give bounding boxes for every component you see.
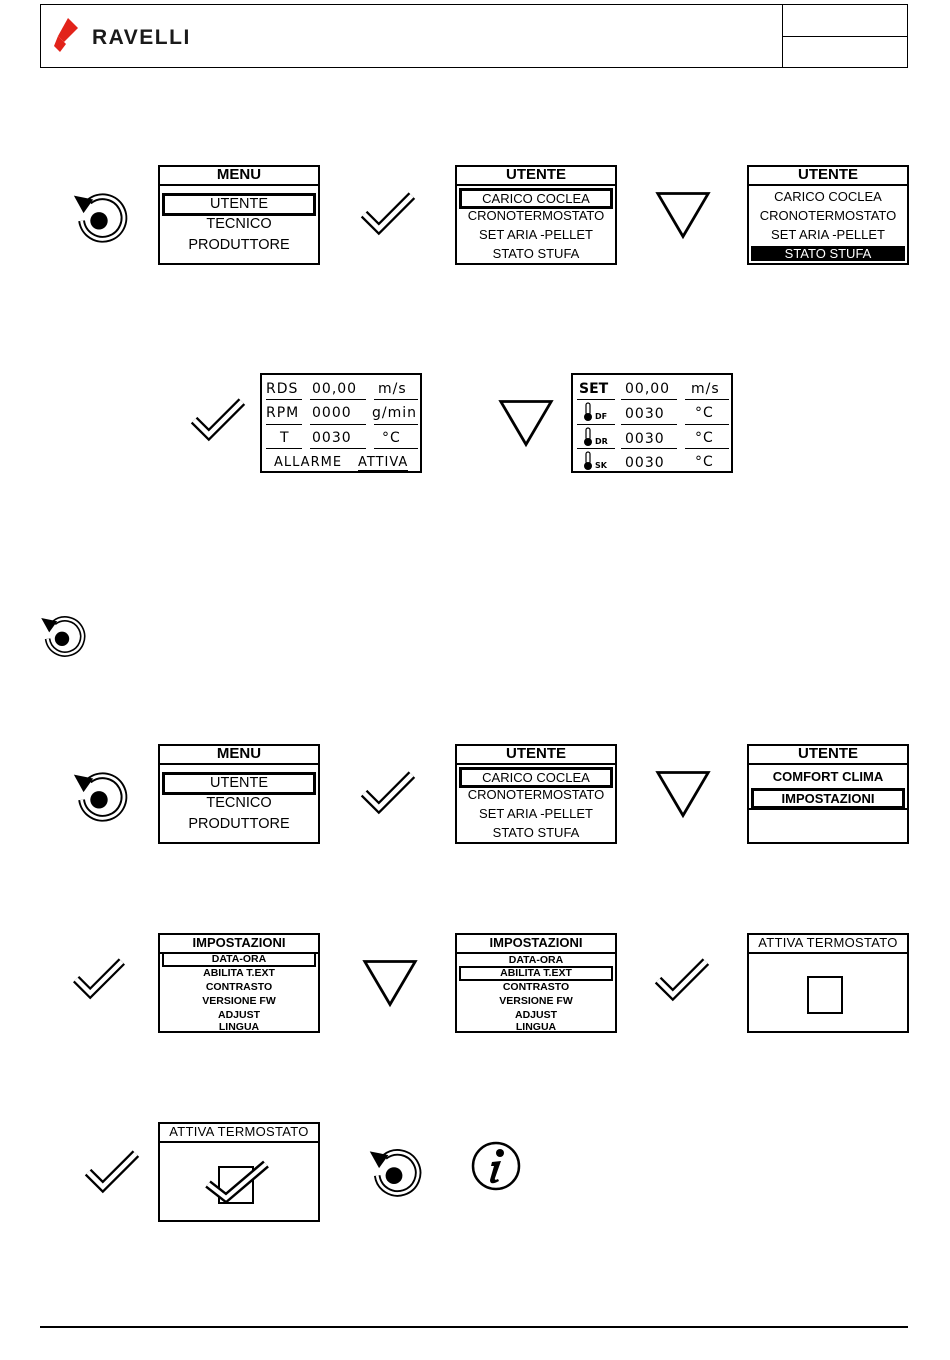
alarm-value: ATTIVA	[358, 455, 409, 470]
down-triangle-icon	[655, 769, 711, 819]
imp-item-data-ora: DATA-ORA	[508, 954, 564, 966]
imp-item-abilita-text: ABILITA T.EXT	[459, 966, 613, 981]
down-triangle-icon	[498, 398, 554, 448]
screen-title: UTENTE	[457, 167, 615, 186]
value-dr: 0030	[625, 431, 665, 447]
utente-item-comfort-clima: COMFORT CLIMA	[772, 769, 884, 784]
menu-item-produttore: PRODUTTORE	[188, 816, 290, 832]
screen-title: UTENTE	[749, 746, 907, 765]
utente-item-stato-stufa: STATO STUFA	[492, 825, 580, 840]
menu-item-utente: UTENTE	[162, 772, 316, 795]
menu-screen	[158, 165, 320, 265]
imp-item-abilita-text: ABILITA T.EXT	[203, 967, 275, 979]
unit-rpm: g/min	[372, 405, 418, 421]
brand-name: RAVELLI	[92, 26, 191, 49]
imp-item-versione-fw: VERSIONE FW	[202, 995, 276, 1007]
screen-title: ATTIVA TERMOSTATO	[160, 1124, 318, 1143]
info-icon	[470, 1140, 522, 1192]
header-side-divider	[782, 36, 908, 37]
utente-item-set-aria-pellet: SET ARIA -PELLET	[771, 227, 885, 242]
utente-screen-stato-selected	[747, 165, 909, 265]
utente-item-carico-coclea: CARICO COCLEA	[459, 188, 613, 209]
utente-item-carico-coclea: CARICO COCLEA	[774, 189, 882, 204]
checkmark-icon	[360, 192, 416, 238]
checkmark-icon	[84, 1150, 140, 1196]
down-triangle-icon	[362, 958, 418, 1008]
screen-title: MENU	[160, 746, 318, 765]
attiva-termostato-screen-checked	[158, 1122, 320, 1222]
sensor-sub-sk: SK	[595, 461, 607, 470]
utente-screen	[455, 744, 617, 844]
impostazioni-screen	[158, 933, 320, 1033]
screen-title: MENU	[160, 167, 318, 186]
checkmark-icon	[72, 958, 126, 1002]
imp-item-lingua: LINGUA	[218, 1021, 260, 1033]
separator	[749, 808, 907, 810]
imp-item-data-ora: DATA-ORA	[162, 952, 316, 967]
utente-item-stato-stufa: STATO STUFA	[492, 246, 580, 261]
utente-screen	[455, 165, 617, 265]
value-t: 0030	[312, 430, 352, 446]
checkmark-icon	[204, 1160, 270, 1204]
back-arrow-icon	[70, 765, 128, 823]
utente-item-impostazioni: IMPOSTAZIONI	[751, 788, 905, 809]
utente-item-stato-stufa: STATO STUFA	[751, 246, 905, 261]
imp-item-adjust: ADJUST	[217, 1009, 260, 1021]
sensor-sub-dr: DR	[595, 437, 608, 446]
unit-set: m/s	[691, 381, 720, 397]
utente-item-set-aria-pellet: SET ARIA -PELLET	[479, 806, 593, 821]
checkmark-icon	[190, 398, 246, 444]
value-set: 00,00	[625, 381, 671, 397]
thermometer-icon	[581, 402, 595, 422]
menu-screen	[158, 744, 320, 844]
value-df: 0030	[625, 406, 665, 422]
back-arrow-icon	[366, 1142, 422, 1198]
label-rds: RDS	[266, 381, 299, 397]
unit-dr: °C	[695, 430, 714, 446]
value-rds: 00,00	[312, 381, 358, 397]
unit-sk: °C	[695, 454, 714, 470]
checkmark-icon	[360, 771, 416, 817]
utente-item-cronotermostato: CRONOTERMOSTATO	[467, 787, 605, 802]
label-rpm: RPM	[266, 405, 300, 421]
unit-t: °C	[382, 430, 401, 446]
unchecked-checkbox	[807, 976, 843, 1014]
imp-item-contrasto: CONTRASTO	[205, 981, 273, 993]
sensor-sub-df: DF	[595, 412, 608, 421]
imp-item-versione-fw: VERSIONE FW	[499, 995, 573, 1007]
value-rpm: 0000	[312, 405, 352, 421]
imp-item-adjust: ADJUST	[514, 1009, 557, 1021]
screen-title: ATTIVA TERMOSTATO	[749, 935, 907, 954]
screen-title: IMPOSTAZIONI	[457, 935, 615, 954]
back-arrow-icon	[38, 610, 86, 658]
down-triangle-icon	[655, 190, 711, 240]
menu-item-utente: UTENTE	[162, 193, 316, 216]
utente-item-cronotermostato: CRONOTERMOSTATO	[467, 208, 605, 223]
impostazioni-screen-abilita-selected	[455, 933, 617, 1033]
imp-item-contrasto: CONTRASTO	[502, 981, 570, 993]
checkmark-icon	[654, 958, 710, 1004]
back-arrow-icon	[70, 186, 128, 244]
utente-screen-impostazioni-selected	[747, 744, 909, 844]
temperature-screen	[571, 373, 733, 473]
thermometer-icon	[581, 451, 595, 471]
attiva-termostato-screen-unchecked	[747, 933, 909, 1033]
value-sk: 0030	[625, 455, 665, 471]
label-t: T	[280, 430, 290, 446]
screen-title: UTENTE	[457, 746, 615, 765]
thermometer-icon	[581, 427, 595, 447]
unit-df: °C	[695, 405, 714, 421]
ravelli-logo-icon	[54, 18, 78, 52]
utente-item-cronotermostato: CRONOTERMOSTATO	[759, 208, 897, 223]
utente-item-set-aria-pellet: SET ARIA -PELLET	[479, 227, 593, 242]
unit-rds: m/s	[378, 381, 407, 397]
utente-item-carico-coclea: CARICO COCLEA	[459, 767, 613, 788]
footer-divider	[40, 1326, 908, 1328]
menu-item-produttore: PRODUTTORE	[188, 237, 290, 253]
imp-item-lingua: LINGUA	[515, 1021, 557, 1033]
menu-item-tecnico: TECNICO	[206, 795, 272, 811]
screen-title: UTENTE	[749, 167, 907, 186]
screen-title: IMPOSTAZIONI	[160, 935, 318, 954]
label-set: SET	[579, 381, 609, 397]
stato-stufa-screen	[260, 373, 422, 473]
alarm-label: ALLARME	[274, 455, 343, 470]
menu-item-tecnico: TECNICO	[206, 216, 272, 232]
